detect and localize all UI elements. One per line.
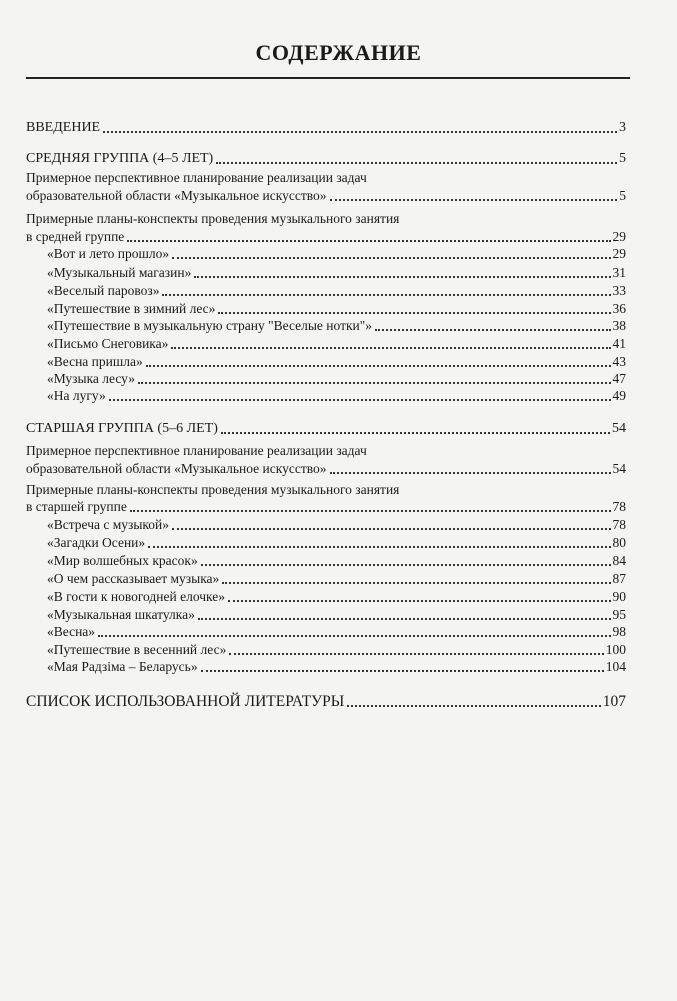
toc-label: «Весна пришла» [47, 354, 143, 369]
toc-page: 33 [612, 283, 626, 298]
toc-entry-senior-planning-line1[interactable]: Примерное перспективное планирование реализации задач [26, 443, 367, 458]
toc-page: 38 [612, 318, 626, 333]
toc-lesson[interactable] [47, 533, 626, 551]
page-title: СОДЕРЖАНИЕ [255, 40, 422, 65]
toc-lesson[interactable] [47, 605, 626, 623]
toc-label: «Письмо Снеговика» [47, 336, 169, 351]
leader-dots [216, 158, 617, 164]
toc-lesson[interactable] [47, 316, 626, 334]
toc-lesson[interactable] [47, 299, 626, 317]
toc-page: 54 [612, 421, 626, 436]
toc-entry-senior-plans[interactable] [26, 497, 626, 515]
toc-label: «Музыкальный магазин» [47, 265, 192, 280]
leader-dots [347, 701, 600, 707]
leader-dots [201, 666, 604, 672]
toc-entry-middle-plans[interactable] [26, 227, 626, 245]
toc-lesson[interactable] [47, 587, 626, 605]
toc-label: «Мир волшебных красок» [47, 553, 198, 568]
leader-dots [228, 596, 611, 602]
toc-label: «На лугу» [47, 388, 106, 403]
toc-lesson[interactable] [47, 263, 626, 281]
toc-page: 43 [612, 354, 626, 369]
toc-entry-senior-plans-line1[interactable]: Примерные планы-конспекты проведения музыкального занятия [26, 482, 400, 497]
toc-lesson[interactable] [47, 640, 626, 658]
title-rule [26, 77, 630, 79]
toc-page: 31 [612, 265, 626, 280]
toc-label: «Мая Радзіма – Беларусь» [47, 659, 198, 674]
toc-label: «Музыка лесу» [47, 371, 136, 386]
toc-page: 100 [605, 642, 626, 657]
toc-entry-middle-planning[interactable] [26, 186, 626, 204]
toc-lesson[interactable] [47, 515, 626, 533]
toc-entry-bibliography[interactable] [26, 690, 626, 710]
toc-label: «Весна» [47, 624, 96, 639]
toc-label: СТАРШАЯ ГРУППА (5–6 ЛЕТ) [26, 421, 218, 436]
toc-page: 29 [612, 229, 626, 244]
toc-lesson[interactable] [47, 622, 626, 640]
toc-page: 41 [612, 336, 626, 351]
toc-entry-middle-group[interactable] [26, 149, 626, 167]
toc-label: «Загадки Осени» [47, 535, 146, 550]
leader-dots [229, 649, 603, 655]
toc-label: «О чем рассказывает музыка» [47, 571, 220, 586]
toc-label: СРЕДНЯЯ ГРУППА (4–5 ЛЕТ) [26, 151, 214, 166]
leader-dots [130, 506, 611, 512]
leader-dots [194, 272, 610, 278]
toc-lesson[interactable] [47, 386, 626, 404]
toc-label: «Музыкальная шкатулка» [47, 607, 195, 622]
toc-label: в средней группе [26, 229, 125, 244]
toc-label: «Путешествие в музыкальную страну "Веселые нотки"» [47, 318, 373, 333]
toc-lesson[interactable] [47, 569, 626, 587]
toc-label: «Путешествие в зимний лес» [47, 301, 216, 316]
toc-entry-middle-planning-line1[interactable]: Примерное перспективное планирование реализации задач [26, 170, 367, 185]
toc-page: 87 [612, 571, 626, 586]
toc-label: ВВЕДЕНИЕ [26, 120, 101, 135]
leader-dots [218, 308, 610, 314]
leader-dots [330, 468, 611, 474]
toc-lesson[interactable] [47, 352, 626, 370]
leader-dots [146, 361, 611, 367]
toc-page: 5 [619, 188, 626, 203]
toc-page: 54 [612, 461, 626, 476]
toc-entry-senior-planning[interactable] [26, 459, 626, 477]
toc-page: 49 [612, 388, 626, 403]
leader-dots [172, 524, 610, 530]
toc-page: 47 [612, 371, 626, 386]
toc-label: «Встреча с музыкой» [47, 517, 170, 532]
leader-dots [103, 127, 617, 133]
toc-page: 3 [619, 120, 626, 135]
leader-dots [98, 631, 610, 637]
toc-label: образовательной области «Музыкальное искусство» [26, 188, 327, 203]
toc-page: 104 [605, 659, 626, 674]
toc-lesson[interactable] [47, 369, 626, 387]
toc-lesson[interactable] [47, 551, 626, 569]
leader-dots [148, 542, 610, 548]
toc-label: в старшей группе [26, 499, 127, 514]
leader-dots [201, 560, 611, 566]
toc-lesson[interactable] [47, 244, 626, 262]
toc-page: 84 [612, 553, 626, 568]
toc-label: СПИСОК ИСПОЛЬЗОВАННОЙ ЛИТЕРАТУРЫ [26, 693, 345, 710]
toc-page: 78 [612, 499, 626, 514]
leader-dots [109, 395, 611, 401]
toc-entry-middle-plans-line1[interactable]: Примерные планы-конспекты проведения музыкального занятия [26, 211, 400, 226]
toc-page: 107 [602, 693, 626, 710]
toc-page: 95 [612, 607, 626, 622]
leader-dots [172, 253, 610, 259]
toc-lesson[interactable] [47, 281, 626, 299]
leader-dots [127, 236, 610, 242]
toc-lesson[interactable] [47, 657, 626, 675]
toc-label: «Путешествие в весенний лес» [47, 642, 227, 657]
toc-page: 98 [612, 624, 626, 639]
leader-dots [171, 343, 610, 349]
toc-page: 36 [612, 301, 626, 316]
toc-label: «В гости к новогодней елочке» [47, 589, 225, 604]
leader-dots [162, 290, 610, 296]
leader-dots [138, 378, 610, 384]
toc-page: 80 [612, 535, 626, 550]
leader-dots [330, 195, 618, 201]
toc-label: «Веселый паровоз» [47, 283, 160, 298]
toc-label: образовательной области «Музыкальное искусство» [26, 461, 327, 476]
toc-page: 78 [612, 517, 626, 532]
toc-page: 90 [612, 589, 626, 604]
leader-dots [198, 614, 611, 620]
toc-page: 29 [612, 246, 626, 261]
toc-page: 5 [619, 151, 626, 166]
toc-lesson[interactable] [47, 334, 626, 352]
toc-label: «Вот и лето прошло» [47, 246, 170, 261]
toc-entry-senior-group[interactable] [26, 419, 626, 437]
leader-dots [222, 578, 610, 584]
toc-entry-intro[interactable] [26, 118, 626, 136]
leader-dots [375, 325, 610, 331]
leader-dots [221, 428, 610, 434]
